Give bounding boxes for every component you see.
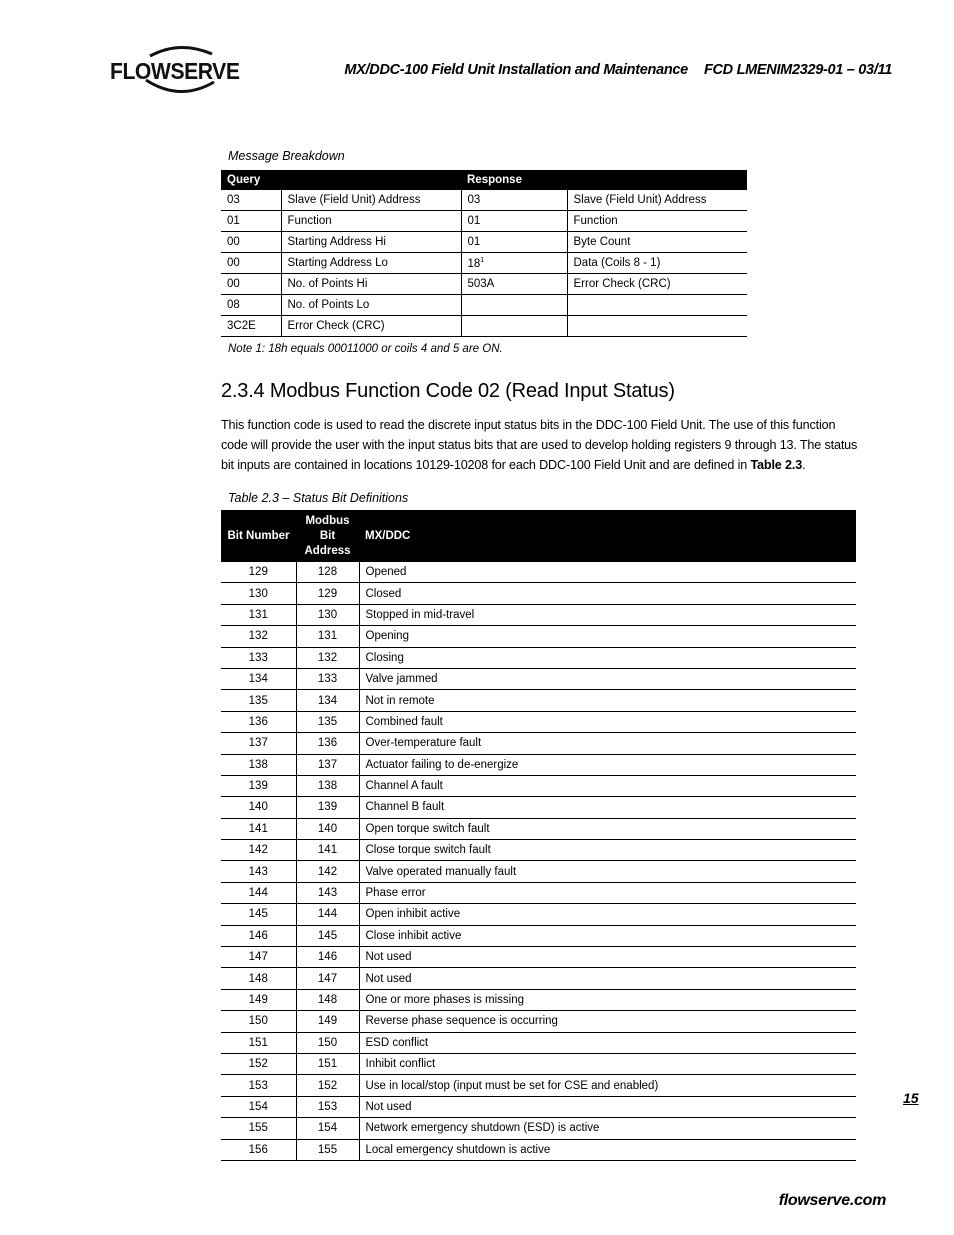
modbus-address-cell: 152: [296, 1075, 359, 1096]
modbus-header-line: Modbus: [305, 514, 350, 527]
description-cell: Not in remote: [359, 690, 856, 711]
table-cell: Data (Coils 8 - 1): [567, 253, 747, 274]
table-cell: [461, 295, 567, 316]
table-row: [221, 797, 856, 818]
table-cell: Error Check (CRC): [281, 316, 461, 337]
table-header-row: [221, 510, 856, 562]
footer-website: flowserve.com: [778, 1192, 886, 1209]
table-cell: 00: [221, 253, 281, 274]
table-note: Note 1: 18h equals 00011000 or coils 4 and 5 are ON.: [228, 343, 503, 355]
table-cell: 03: [221, 190, 281, 211]
table-row: [221, 668, 856, 689]
modbus-address-cell: 130: [296, 604, 359, 625]
table-row: [221, 232, 747, 253]
table-cell: 01: [461, 232, 567, 253]
description-cell: Channel B fault: [359, 797, 856, 818]
modbus-address-cell: 150: [296, 1032, 359, 1053]
modbus-address-cell: 134: [296, 690, 359, 711]
modbus-address-cell: 151: [296, 1053, 359, 1074]
bit-number-cell: 149: [221, 989, 296, 1010]
bit-number-cell: 134: [221, 668, 296, 689]
modbus-address-cell: 132: [296, 647, 359, 668]
paragraph-end: .: [802, 458, 806, 472]
table-row: [221, 626, 856, 647]
table-row: [221, 711, 856, 732]
response-header: Response: [461, 170, 747, 190]
description-cell: Valve jammed: [359, 668, 856, 689]
bit-number-header: Bit Number: [221, 510, 296, 562]
modbus-address-cell: 138: [296, 775, 359, 796]
section-heading: 2.3.4 Modbus Function Code 02 (Read Input Status): [221, 380, 675, 402]
description-cell: Reverse phase sequence is occurring: [359, 1011, 856, 1032]
mxddc-header: MX/DDC: [359, 510, 856, 562]
table-cell: Slave (Field Unit) Address: [567, 190, 747, 211]
description-cell: Over-temperature fault: [359, 733, 856, 754]
bit-number-cell: 142: [221, 840, 296, 861]
table-row: [221, 1139, 856, 1160]
bit-number-cell: 136: [221, 711, 296, 732]
modbus-address-cell: 153: [296, 1096, 359, 1117]
bit-number-cell: 154: [221, 1096, 296, 1117]
modbus-address-cell: 148: [296, 989, 359, 1010]
description-cell: Close torque switch fault: [359, 840, 856, 861]
table-row: [221, 989, 856, 1010]
table-row: [221, 316, 747, 337]
modbus-address-cell: 147: [296, 968, 359, 989]
table-cell: Function: [567, 211, 747, 232]
modbus-address-cell: 137: [296, 754, 359, 775]
modbus-address-cell: 128: [296, 562, 359, 583]
bit-number-cell: 132: [221, 626, 296, 647]
logo-text: FLOWSERVE: [110, 58, 240, 84]
table-row: [221, 1118, 856, 1139]
page-number: 15: [903, 1090, 919, 1106]
table-cell: No. of Points Lo: [281, 295, 461, 316]
table-row: [221, 840, 856, 861]
bit-number-cell: 150: [221, 1011, 296, 1032]
doc-code: FCD LMENIM2329-01 – 03/11: [703, 62, 892, 78]
bit-number-cell: 140: [221, 797, 296, 818]
table-row: [221, 1096, 856, 1117]
table-cell: Byte Count: [567, 232, 747, 253]
table-cell: 00: [221, 232, 281, 253]
description-cell: Closed: [359, 583, 856, 604]
description-cell: Local emergency shutdown is active: [359, 1139, 856, 1160]
bit-number-cell: 137: [221, 733, 296, 754]
modbus-address-cell: 139: [296, 797, 359, 818]
bit-number-cell: 139: [221, 775, 296, 796]
status-bit-table: [221, 510, 856, 1161]
table-row: [221, 1053, 856, 1074]
table-cell: 3C2E: [221, 316, 281, 337]
table-cell: [461, 316, 567, 337]
bit-number-cell: 153: [221, 1075, 296, 1096]
table-cell: 00: [221, 274, 281, 295]
modbus-address-cell: 133: [296, 668, 359, 689]
bit-number-cell: 152: [221, 1053, 296, 1074]
table-row: [221, 1075, 856, 1096]
table-row: [221, 604, 856, 625]
bit-number-cell: 131: [221, 604, 296, 625]
table-row: [221, 861, 856, 882]
bit-number-cell: 143: [221, 861, 296, 882]
table-cell: Error Check (CRC): [567, 274, 747, 295]
description-cell: Stopped in mid-travel: [359, 604, 856, 625]
table-row: [221, 754, 856, 775]
bit-number-cell: 141: [221, 818, 296, 839]
table-row: [221, 882, 856, 903]
description-cell: Inhibit conflict: [359, 1053, 856, 1074]
modbus-address-cell: 143: [296, 882, 359, 903]
document-header: [330, 62, 892, 78]
bit-number-cell: 145: [221, 904, 296, 925]
modbus-address-cell: 129: [296, 583, 359, 604]
table-header-row: [221, 170, 747, 190]
description-cell: Open inhibit active: [359, 904, 856, 925]
table-row: [221, 1032, 856, 1053]
table-cell: 01: [461, 211, 567, 232]
table-row: [221, 733, 856, 754]
footnote-marker: 1: [480, 256, 485, 264]
modbus-address-cell: 155: [296, 1139, 359, 1160]
flowserve-logo: [110, 42, 250, 94]
modbus-address-header: [296, 510, 359, 562]
modbus-address-cell: 144: [296, 904, 359, 925]
description-cell: Not used: [359, 947, 856, 968]
description-cell: Combined fault: [359, 711, 856, 732]
description-cell: Use in local/stop (input must be set for CSE and enabled): [359, 1075, 856, 1096]
description-cell: Actuator failing to de-energize: [359, 754, 856, 775]
modbus-address-cell: 145: [296, 925, 359, 946]
bit-number-cell: 147: [221, 947, 296, 968]
description-cell: Closing: [359, 647, 856, 668]
bit-number-cell: 130: [221, 583, 296, 604]
table-row: [221, 274, 747, 295]
table-cell: 01: [221, 211, 281, 232]
table-cell: No. of Points Hi: [281, 274, 461, 295]
description-cell: Close inhibit active: [359, 925, 856, 946]
doc-title: MX/DDC-100 Field Unit Installation and Maintenance: [344, 62, 688, 78]
bit-number-cell: 156: [221, 1139, 296, 1160]
description-cell: One or more phases is missing: [359, 989, 856, 1010]
bit-number-cell: 133: [221, 647, 296, 668]
description-cell: Open torque switch fault: [359, 818, 856, 839]
query-header: Query: [221, 170, 461, 190]
modbus-address-cell: 149: [296, 1011, 359, 1032]
table-row: [221, 818, 856, 839]
table-row: [221, 583, 856, 604]
table-row: [221, 925, 856, 946]
table-row: [221, 253, 747, 274]
bit-number-cell: 151: [221, 1032, 296, 1053]
modbus-header-line: Address: [304, 544, 351, 557]
description-cell: Network emergency shutdown (ESD) is active: [359, 1118, 856, 1139]
table-cell: [567, 295, 747, 316]
table-cell: Starting Address Lo: [281, 253, 461, 274]
table-cell: Function: [281, 211, 461, 232]
table-cell: 03: [461, 190, 567, 211]
description-cell: ESD conflict: [359, 1032, 856, 1053]
table-row: [221, 968, 856, 989]
bit-number-cell: 135: [221, 690, 296, 711]
table-reference: Table 2.3: [750, 458, 803, 472]
modbus-address-cell: 131: [296, 626, 359, 647]
modbus-address-cell: 135: [296, 711, 359, 732]
table-row: [221, 904, 856, 925]
table-cell: 503A: [461, 274, 567, 295]
table-row: [221, 647, 856, 668]
table-row: [221, 295, 747, 316]
modbus-address-cell: 154: [296, 1118, 359, 1139]
description-cell: Not used: [359, 968, 856, 989]
table-row: [221, 190, 747, 211]
table-cell: [567, 316, 747, 337]
modbus-address-cell: 146: [296, 947, 359, 968]
table-row: [221, 211, 747, 232]
message-breakdown-caption: Message Breakdown: [228, 149, 345, 163]
modbus-address-cell: 140: [296, 818, 359, 839]
table-cell: 08: [221, 295, 281, 316]
description-cell: Opened: [359, 562, 856, 583]
table-cell: Starting Address Hi: [281, 232, 461, 253]
modbus-header-line: Bit: [319, 529, 336, 542]
bit-number-cell: 148: [221, 968, 296, 989]
paragraph-text: This function code is used to read the discrete input status bits in the DDC-100 Field Unit. The use of this function code will provide the user with the input status bits that are used to develop holding registers 9 through 13. The status bit inputs are contained in locations 10129-10208 for each DDC-100 Field Unit and are defined in: [221, 418, 858, 472]
bit-number-cell: 146: [221, 925, 296, 946]
bit-number-cell: 155: [221, 1118, 296, 1139]
description-cell: Valve operated manually fault: [359, 861, 856, 882]
modbus-address-cell: 141: [296, 840, 359, 861]
description-cell: Not used: [359, 1096, 856, 1117]
message-breakdown-table: [221, 170, 747, 337]
table-row: [221, 1011, 856, 1032]
table-row: [221, 947, 856, 968]
status-table-caption: Table 2.3 – Status Bit Definitions: [228, 491, 409, 505]
description-cell: Phase error: [359, 882, 856, 903]
section-paragraph: [221, 415, 861, 475]
description-cell: Channel A fault: [359, 775, 856, 796]
table-cell: $18^1$: [461, 253, 567, 274]
bit-number-cell: 129: [221, 562, 296, 583]
bit-number-cell: 144: [221, 882, 296, 903]
modbus-address-cell: 136: [296, 733, 359, 754]
table-cell: Slave (Field Unit) Address: [281, 190, 461, 211]
table-row: [221, 562, 856, 583]
table-row: [221, 775, 856, 796]
bit-number-cell: 138: [221, 754, 296, 775]
description-cell: Opening: [359, 626, 856, 647]
table-row: [221, 690, 856, 711]
modbus-address-cell: 142: [296, 861, 359, 882]
